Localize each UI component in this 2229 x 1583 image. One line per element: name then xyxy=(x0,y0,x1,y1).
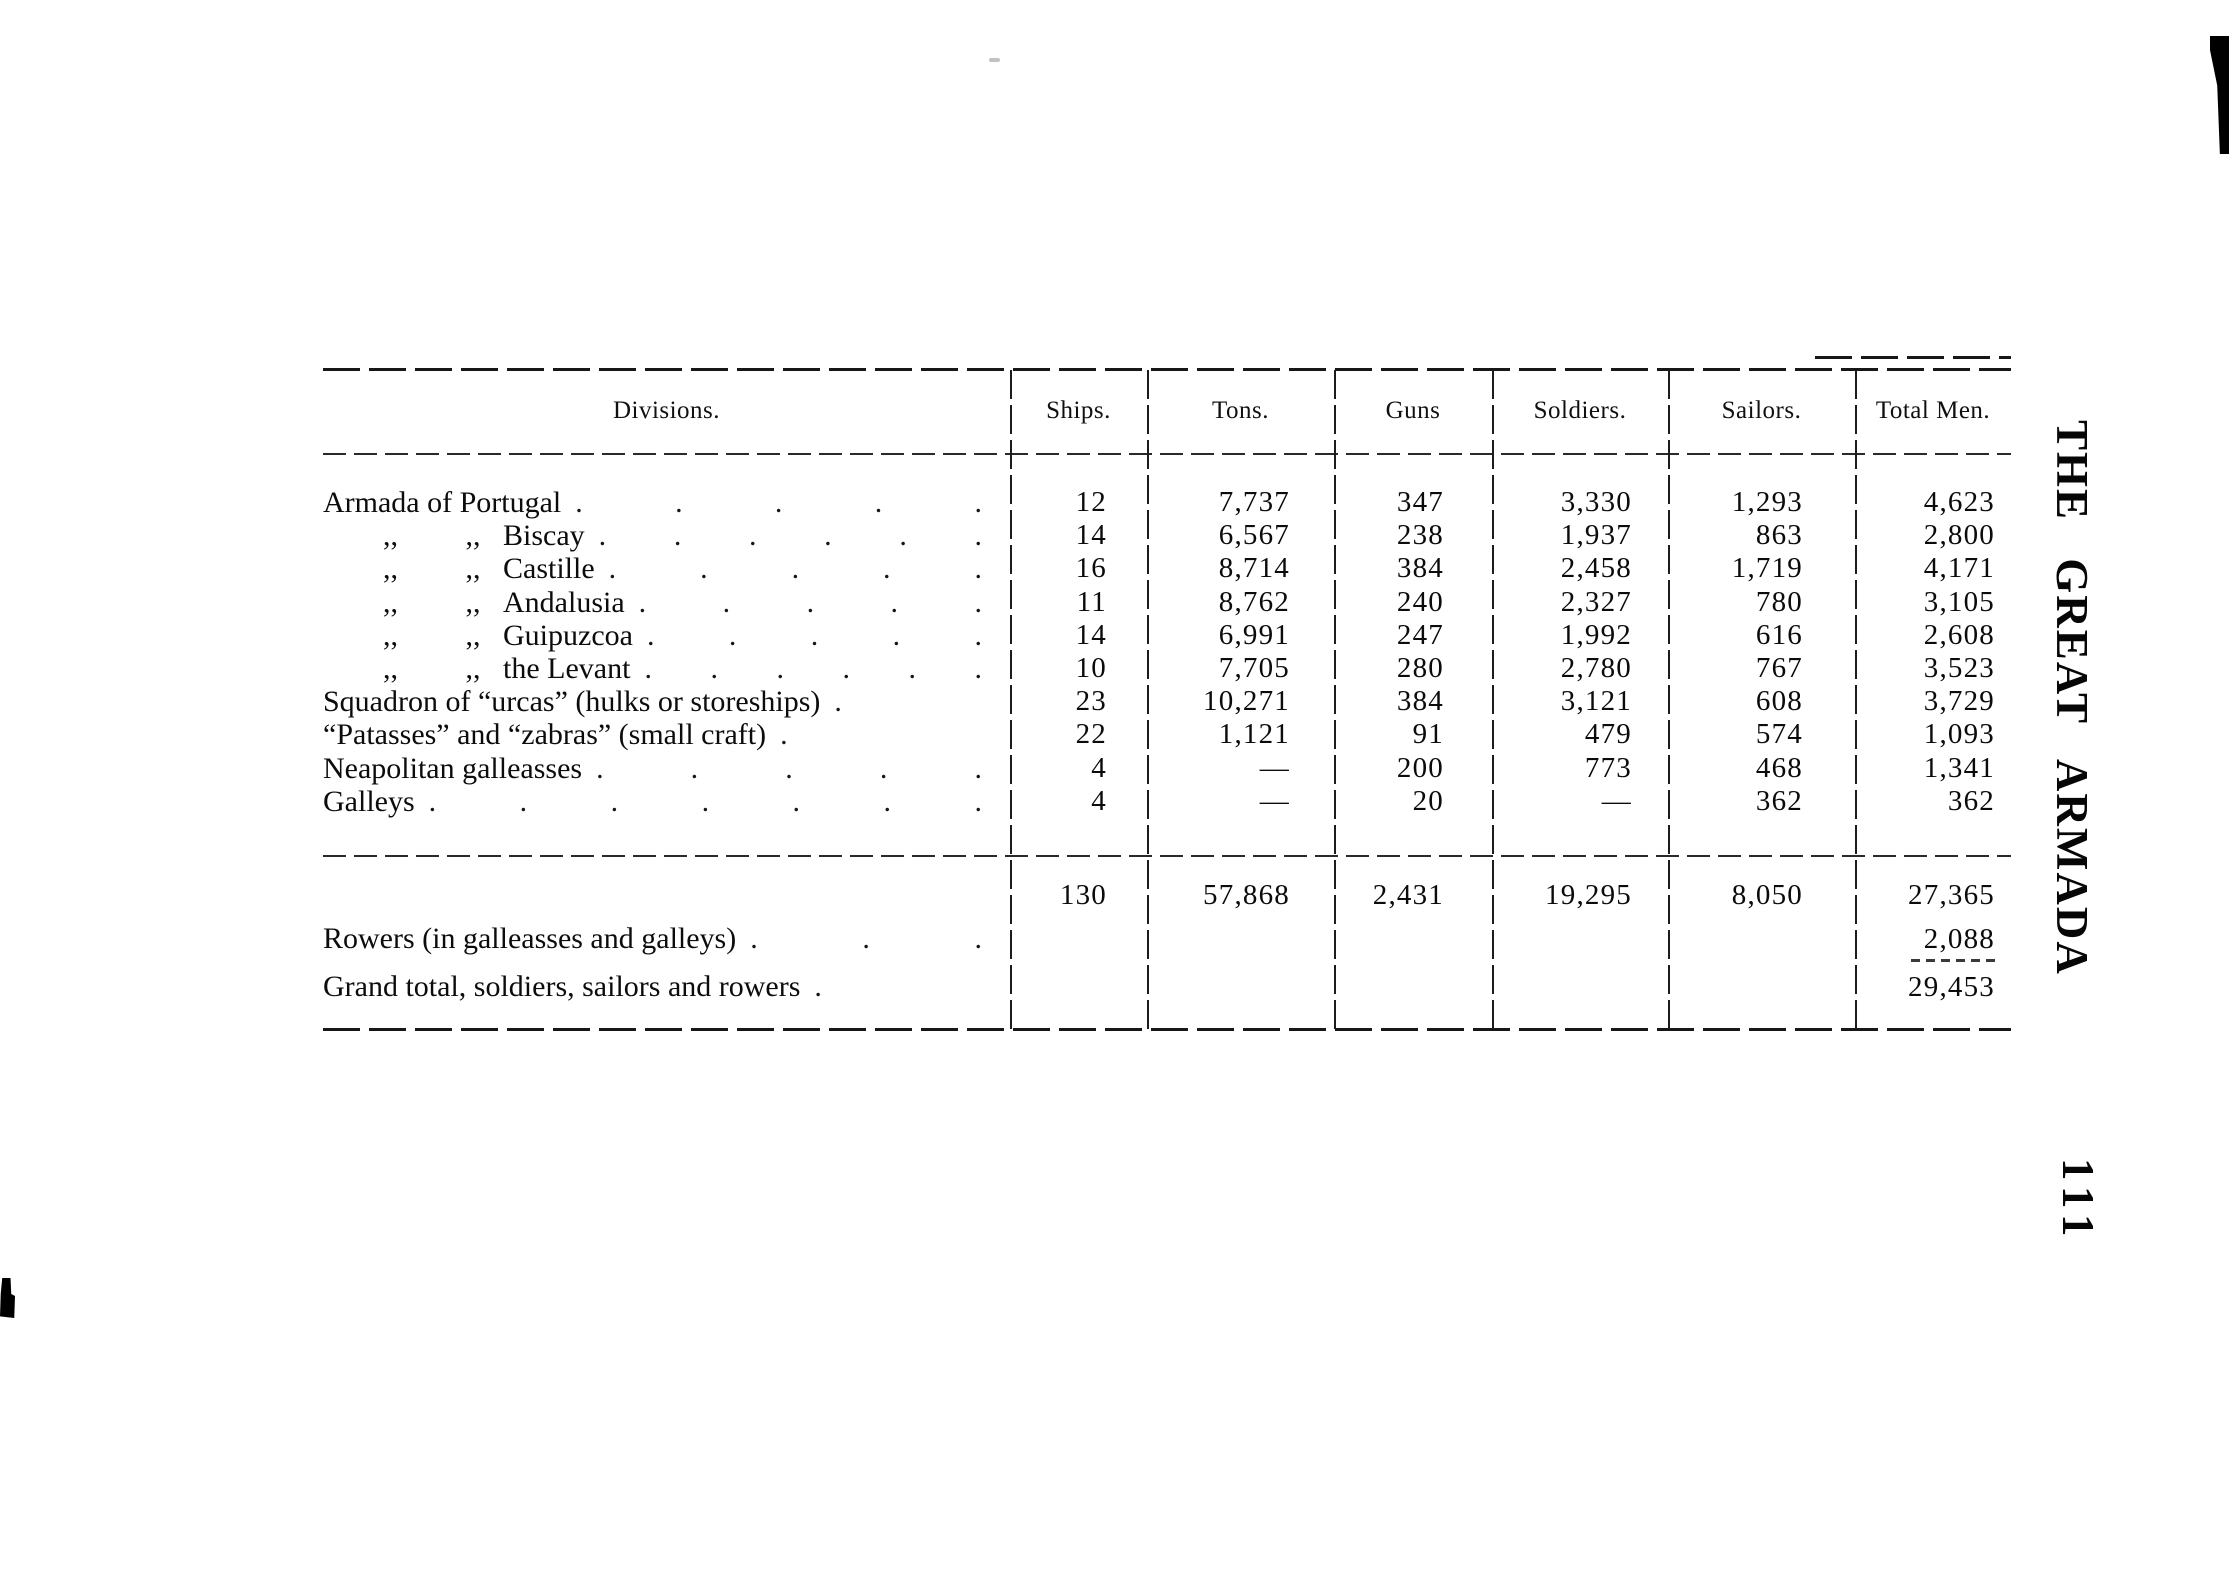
table-row xyxy=(323,519,2011,552)
guns-value: 91 xyxy=(1412,718,1444,751)
leader-dots: . . . . . . xyxy=(598,519,982,553)
total-men-value: 3,105 xyxy=(1923,585,1995,618)
total-men-value: 1,093 xyxy=(1923,718,1995,751)
soldiers-empty xyxy=(1492,920,1668,958)
soldiers-value: 2,458 xyxy=(1560,552,1632,585)
ships-value: 4 xyxy=(1091,751,1107,784)
ditto-marks: ,, ,, xyxy=(323,552,503,586)
division-label: Squadron of “urcas” (hulks or storeships) xyxy=(323,685,821,719)
guns-value: 247 xyxy=(1396,618,1444,651)
ships-value: 14 xyxy=(1075,519,1107,552)
table-row xyxy=(323,619,2011,652)
ditto-marks: ,, ,, xyxy=(323,651,503,685)
division-label: Armada of Portugal xyxy=(323,486,562,519)
ships-value: 4 xyxy=(1091,784,1107,817)
header-ships: Ships. xyxy=(1046,397,1111,424)
ditto-marks: ,, ,, xyxy=(323,519,503,553)
soldiers-value: 2,780 xyxy=(1560,651,1632,684)
ships-total: 130 xyxy=(1059,879,1107,911)
guns-value: 384 xyxy=(1396,552,1444,585)
division-label: Galleys xyxy=(323,784,415,818)
leader-dots: . . . . . xyxy=(575,486,982,519)
sailors-value: 1,719 xyxy=(1731,552,1803,585)
rowers-row xyxy=(323,920,2011,958)
tons-value: — xyxy=(1259,751,1290,784)
totals-row xyxy=(323,873,2011,918)
sailors-value: 574 xyxy=(1755,718,1803,751)
division-label: Castille xyxy=(503,552,595,586)
guns-total: 2,431 xyxy=(1372,879,1444,911)
division-cell xyxy=(323,586,1010,619)
rowers-total-men: 2,088 xyxy=(1923,923,1995,955)
ink-mark-bottom-left xyxy=(0,1278,15,1318)
table-row xyxy=(323,586,2011,619)
leader-dots: . . . xyxy=(750,922,982,955)
division-cell xyxy=(323,718,1010,751)
division-cell xyxy=(323,519,1010,552)
division-label: “Patasses” and “zabras” (small craft) xyxy=(323,718,767,752)
division-cell xyxy=(323,652,1010,685)
division-cell xyxy=(323,685,1010,718)
guns-value: 384 xyxy=(1396,685,1444,718)
division-cell xyxy=(323,920,1010,958)
ships-value: 14 xyxy=(1075,618,1107,651)
table-row xyxy=(323,486,2011,519)
grand-total-men: 29,453 xyxy=(1908,971,1995,1003)
total-men-value: 3,523 xyxy=(1923,651,1995,684)
soldiers-value: 3,330 xyxy=(1560,486,1632,518)
sailors-value: 468 xyxy=(1755,751,1803,784)
leader-dots: . . . . . xyxy=(608,552,982,586)
ships-value: 16 xyxy=(1075,552,1107,585)
division-cell xyxy=(323,619,1010,652)
ships-value: 23 xyxy=(1075,685,1107,718)
sailors-value: 767 xyxy=(1755,651,1803,684)
grand-total-label: Grand total, soldiers, sailors and rowers xyxy=(323,970,801,1003)
leader-dots: . . . . . . xyxy=(644,651,982,685)
total-men-value: 4,171 xyxy=(1923,552,1995,585)
leader-dots: . . . . . xyxy=(646,618,982,652)
total-men-value: 2,800 xyxy=(1923,519,1995,552)
sailors-total: 8,050 xyxy=(1731,879,1803,911)
leader-dots: . xyxy=(780,718,788,752)
tons-value: 10,271 xyxy=(1203,685,1290,718)
division-label: Biscay xyxy=(503,519,585,553)
ships-empty xyxy=(1010,920,1147,958)
sailors-empty xyxy=(1668,920,1855,958)
leader-dots: . . . . . . . xyxy=(428,784,982,818)
ships-value: 22 xyxy=(1075,718,1107,751)
guns-value: 280 xyxy=(1396,651,1444,684)
tons-value: 8,714 xyxy=(1218,552,1290,585)
soldiers-value: 1,937 xyxy=(1560,519,1632,552)
leader-dots: . . . . . xyxy=(596,751,982,785)
total-men-value: 4,623 xyxy=(1923,486,1995,518)
total-men-value: 3,729 xyxy=(1923,685,1995,718)
sailors-empty xyxy=(1668,966,1855,1008)
tons-value: 7,705 xyxy=(1218,651,1290,684)
table-row xyxy=(323,785,2011,818)
tons-total: 57,868 xyxy=(1203,879,1290,911)
sailors-value: 863 xyxy=(1755,519,1803,552)
table-row xyxy=(323,652,2011,685)
table-row xyxy=(323,752,2011,785)
tons-value: 8,762 xyxy=(1218,585,1290,618)
sailors-value: 362 xyxy=(1755,784,1803,817)
leader-dots: . xyxy=(814,970,822,1003)
tons-value: 7,737 xyxy=(1218,486,1290,518)
tons-value: 6,567 xyxy=(1218,519,1290,552)
total-men-value: 362 xyxy=(1947,784,1995,817)
rule-body-bottom xyxy=(323,855,2011,857)
total-men-value: 1,341 xyxy=(1923,751,1995,784)
ships-value: 10 xyxy=(1075,651,1107,684)
guns-empty xyxy=(1334,966,1492,1008)
ditto-marks: ,, ,, xyxy=(323,618,503,652)
ships-value: 12 xyxy=(1075,486,1107,518)
header-sailors: Sailors. xyxy=(1721,397,1802,424)
header-soldiers: Soldiers. xyxy=(1533,397,1627,424)
header-total-men: Total Men. xyxy=(1875,397,1991,424)
total-men-value: 2,608 xyxy=(1923,618,1995,651)
guns-value: 20 xyxy=(1412,784,1444,817)
division-cell xyxy=(323,966,1010,1008)
grand-total-row xyxy=(323,966,2011,1008)
soldiers-value: 1,992 xyxy=(1560,618,1632,651)
division-label: Andalusia xyxy=(503,585,625,619)
soldiers-value: 479 xyxy=(1584,718,1632,751)
soldiers-total: 19,295 xyxy=(1545,879,1632,911)
grand-total-sum-rule xyxy=(1911,959,1995,962)
soldiers-value: 2,327 xyxy=(1560,585,1632,618)
header-guns: Guns xyxy=(1385,397,1441,424)
leader-dots: . . . . . xyxy=(638,585,982,619)
division-cell xyxy=(323,552,1010,585)
total-men-total: 27,365 xyxy=(1908,879,1995,911)
sailors-value: 616 xyxy=(1755,618,1803,651)
soldiers-value: 3,121 xyxy=(1560,685,1632,718)
division-cell xyxy=(323,486,1010,519)
table-header-row xyxy=(323,368,2011,454)
guns-value: 240 xyxy=(1396,585,1444,618)
division-cell-empty xyxy=(323,873,1010,918)
tons-value: 6,991 xyxy=(1218,618,1290,651)
division-cell xyxy=(323,752,1010,785)
leader-dots: . xyxy=(834,685,842,719)
tons-value: — xyxy=(1259,784,1290,817)
ships-empty xyxy=(1010,966,1147,1008)
table-row xyxy=(323,718,2011,751)
division-label: the Levant xyxy=(503,651,631,685)
tons-value: 1,121 xyxy=(1218,718,1290,751)
soldiers-value: — xyxy=(1601,784,1632,817)
rule-top-extra xyxy=(1815,356,2011,359)
header-tons: Tons. xyxy=(1211,397,1269,424)
page-number: 111 xyxy=(2053,1158,2103,1245)
division-label: Neapolitan galleasses xyxy=(323,751,583,785)
guns-value: 238 xyxy=(1396,519,1444,552)
tons-empty xyxy=(1147,966,1334,1008)
sailors-value: 608 xyxy=(1755,685,1803,718)
tons-empty xyxy=(1147,920,1334,958)
sailors-value: 1,293 xyxy=(1731,486,1803,518)
armada-divisions-table xyxy=(323,368,2011,1033)
ships-value: 11 xyxy=(1076,585,1107,618)
ink-mark-top-right xyxy=(2210,36,2229,154)
header-divisions: Divisions. xyxy=(612,397,721,424)
division-cell xyxy=(323,785,1010,818)
table-row xyxy=(323,552,2011,585)
rowers-label: Rowers (in galleasses and galleys) xyxy=(323,922,737,955)
guns-value: 347 xyxy=(1396,486,1444,518)
scan-speck xyxy=(989,58,1000,62)
division-label: Guipuzcoa xyxy=(503,618,633,652)
running-head-title: THE GREAT ARMADA xyxy=(2047,420,2097,976)
soldiers-value: 773 xyxy=(1584,751,1632,784)
guns-empty xyxy=(1334,920,1492,958)
guns-value: 200 xyxy=(1396,751,1444,784)
table-row xyxy=(323,685,2011,718)
sailors-value: 780 xyxy=(1755,585,1803,618)
table-body xyxy=(323,486,2011,818)
soldiers-empty xyxy=(1492,966,1668,1008)
ditto-marks: ,, ,, xyxy=(323,585,503,619)
rule-bottom xyxy=(323,1028,2011,1031)
